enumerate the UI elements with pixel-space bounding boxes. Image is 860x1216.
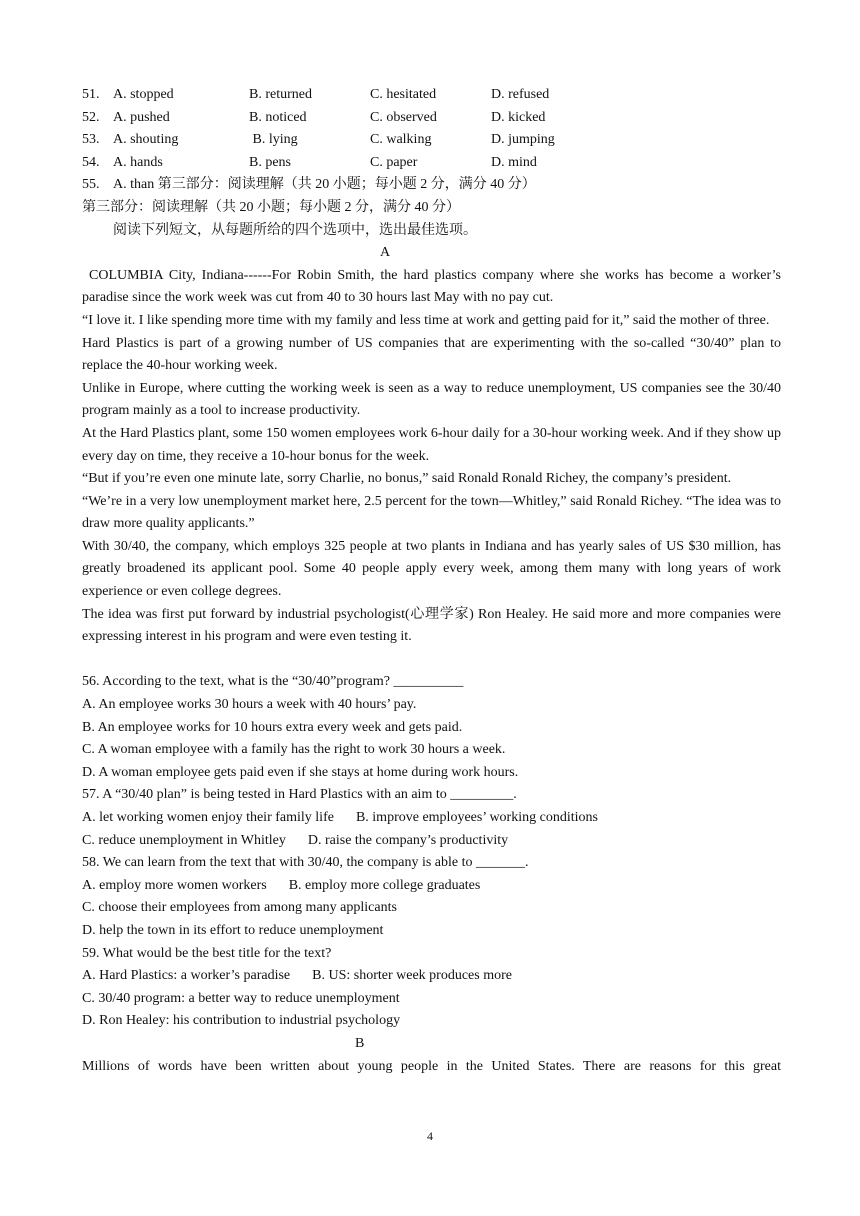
option-a: A. stopped <box>113 87 174 102</box>
option-text: A. than 第三部分：阅读理解（共 20 小题；每小题 2 分，满分 40 分） <box>113 177 536 193</box>
passage-b-label: B <box>355 1035 365 1051</box>
question-59-option-c: C. 30/40 program: a better way to reduce unemployment <box>82 990 400 1006</box>
passage-a-paragraph: With 30/40, the company, which employs 325 people at two plants in Indiana and has yearly sales of US $30 million, has greatly broadened its applicant pool. Some 40 people apply every week, among them many with long years of work experience or even college degrees. <box>82 538 781 600</box>
question-number: 52. <box>82 109 100 125</box>
cloze-option-row-53 <box>82 129 781 152</box>
question-number: 53. <box>82 132 100 148</box>
question-58-options-ab <box>82 875 781 898</box>
question-59-stem: 59. What would be the best title for the text? <box>82 945 332 961</box>
question-57-stem: 57. A “30/40 plan” is being tested in Hard Plastics with an aim to _________. <box>82 787 517 803</box>
option-d: D. mind <box>491 154 537 170</box>
question-58-option-b: B. employ more college graduates <box>288 877 481 893</box>
cloze-option-row-52 <box>82 107 781 130</box>
instructions: 阅读下列短文，从每题所给的四个选项中，选出最佳选项。 <box>113 222 477 238</box>
question-58-option-c: C. choose their employees from among many applicants <box>82 900 397 916</box>
question-56-option-b: B. An employee works for 10 hours extra every week and gets paid. <box>82 719 463 735</box>
option-b: B. lying <box>249 132 298 148</box>
question-59-option-b: B. US: shorter week produces more <box>312 968 512 984</box>
passage-a-paragraph: “We’re in a very low unemployment market here, 2.5 percent for the town—Whitley,” said Ronald Richey. “The idea was to draw more quality applicants.” <box>82 493 781 532</box>
question-56-option-a: A. An employee works 30 hours a week with 40 hours’ pay. <box>82 697 417 713</box>
option-a: A. shouting <box>113 132 179 148</box>
cloze-option-row-54 <box>82 152 781 175</box>
passage-a-paragraph: “I love it. I like spending more time with my family and less time at work and getting paid for it,” said the mother of three. <box>82 312 770 328</box>
question-59-options-ab <box>82 965 781 988</box>
section-heading: 第三部分：阅读理解（共 20 小题；每小题 2 分，满分 40 分） <box>82 199 460 215</box>
question-58-option-a: A. employ more women workers <box>82 877 267 893</box>
question-59-option-a: A. Hard Plastics: a worker’s paradise <box>82 968 291 984</box>
option-b: B. noticed <box>249 109 307 125</box>
document-page <box>82 84 781 1078</box>
passage-a-paragraph: At the Hard Plastics plant, some 150 women employees work 6-hour daily for a 30-hour working week. And if they show up every day on time, they receive a 10-hour bonus for the week. <box>82 425 781 464</box>
question-number: 51. <box>82 87 100 102</box>
question-57-option-b: B. improve employees’ working conditions <box>355 810 598 825</box>
question-56-option-d: D. A woman employee gets paid even if she stays at home during work hours. <box>82 764 519 780</box>
question-57-option-c: C. reduce unemployment in Whitley <box>82 832 286 848</box>
option-a: A. hands <box>113 154 163 170</box>
question-57-options-cd <box>82 830 781 853</box>
question-57-option-d: D. raise the company’s productivity <box>307 832 509 848</box>
passage-a-label: A <box>380 245 391 261</box>
cloze-option-row-55 <box>82 174 781 197</box>
cloze-option-row-51 <box>82 84 781 107</box>
option-b: B. pens <box>249 154 291 170</box>
question-56-option-c: C. A woman employee with a family has the right to work 30 hours a week. <box>82 742 506 758</box>
question-58-stem: 58. We can learn from the text that with 30/40, the company is able to _______. <box>82 855 529 871</box>
option-a: A. pushed <box>113 109 170 125</box>
option-d: D. refused <box>491 87 550 102</box>
question-56-stem: 56. According to the text, what is the “30/40”program? __________ <box>82 674 464 690</box>
option-b: B. returned <box>249 87 312 102</box>
passage-a-paragraph: COLUMBIA City, Indiana------For Robin Smith, the hard plastics company where she works has become a worker’s paradise since the work week was cut from 40 to 30 hours last May with no pay cut. <box>82 267 781 306</box>
passage-b-first-line: Millions of words have been written about young people in the United States. There are reasons for this great <box>82 1058 781 1074</box>
option-d: D. kicked <box>491 109 546 125</box>
option-c: C. observed <box>370 109 437 125</box>
page-number: 4 <box>427 1129 433 1143</box>
passage-a-paragraph: The idea was first put forward by industrial psychologist(心理学家) Ron Healey. He said more and more companies were expressing interest in his program and were even testing it. <box>82 606 781 645</box>
passage-a-paragraph: “But if you’re even one minute late, sorry Charlie, no bonus,” said Ronald Ronald Richey, the company’s president. <box>82 471 732 487</box>
option-c: C. hesitated <box>370 87 437 102</box>
spacer <box>82 649 781 672</box>
option-c: C. walking <box>370 132 432 148</box>
question-57-option-a: A. let working women enjoy their family life <box>82 810 334 825</box>
passage-a-paragraph: Unlike in Europe, where cutting the working week is seen as a way to reduce unemployment, US companies see the 30/40 program mainly as a tool to increase productivity. <box>82 380 781 419</box>
question-58-option-d: D. help the town in its effort to reduce unemployment <box>82 922 384 938</box>
option-d: D. jumping <box>491 132 555 148</box>
question-59-option-d: D. Ron Healey: his contribution to industrial psychology <box>82 1013 401 1029</box>
passage-a-paragraph: Hard Plastics is part of a growing number of US companies that are experimenting with the so-called “30/40” plan to replace the 40-hour working week. <box>82 335 781 374</box>
question-number: 54. <box>82 154 100 170</box>
question-57-options-ab <box>82 807 781 830</box>
question-number: 55. <box>82 177 100 193</box>
option-c: C. paper <box>370 154 418 170</box>
